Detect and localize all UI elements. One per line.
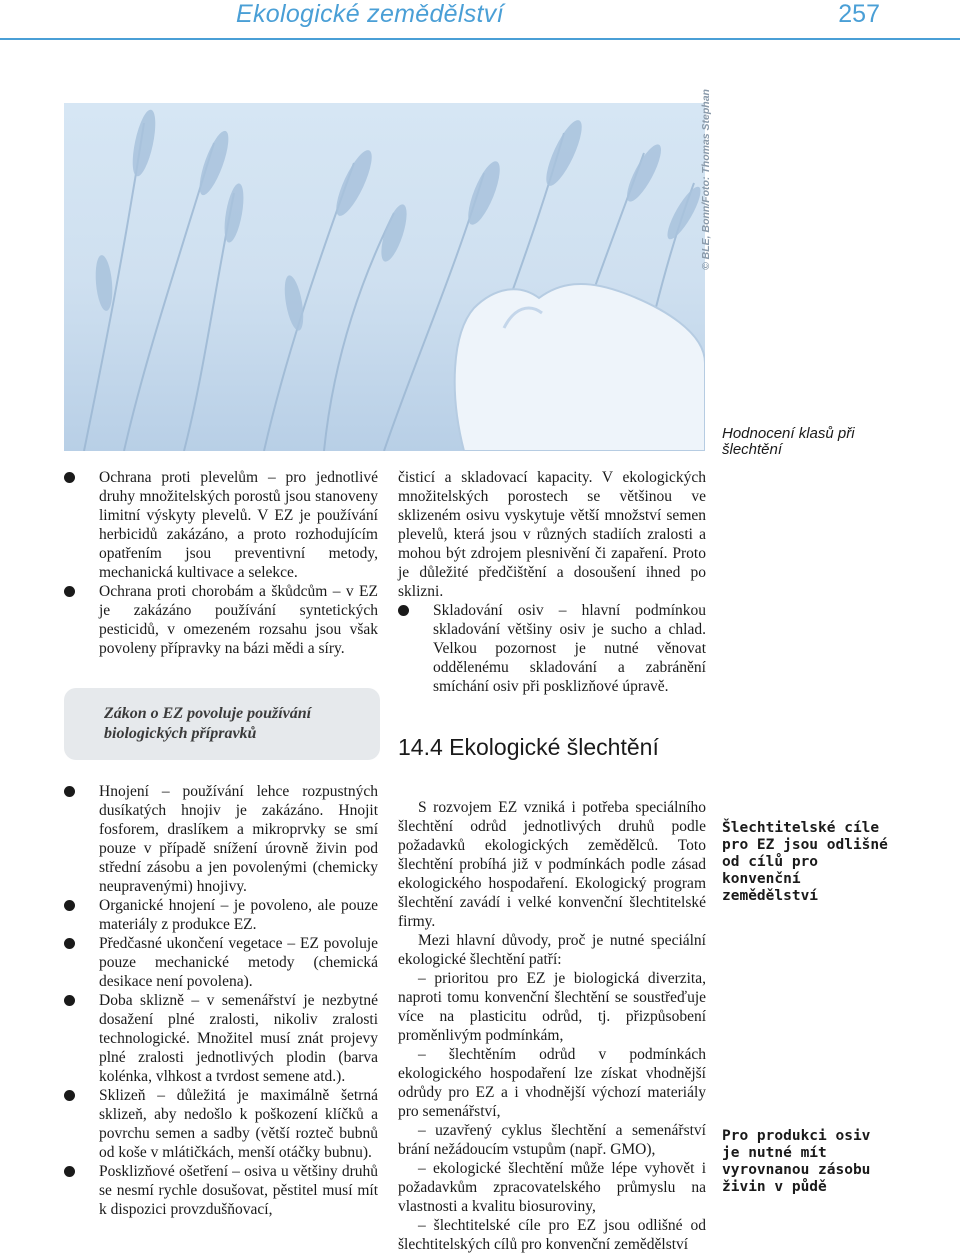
bullet-icon [64, 1166, 75, 1177]
bullet-icon [64, 472, 75, 483]
reason-item: – ekologické šlechtění může lépe vyhovět i požadavkům zpracovatelského průmyslu na vlastnosti a kvalitu biosuroviny, [398, 1160, 706, 1215]
photo-caption: Hodnocení klasů při šlechtění [722, 425, 855, 458]
bullet-icon [64, 1090, 75, 1101]
list-item: Ochrana proti chorobám a škůdcům – v EZ je zakázáno používání syntetických pesticidů, v omezeném rozsahu jsou však povoleny přípravky na bázi mědi a síry. [64, 582, 378, 658]
bullet-icon [398, 605, 409, 616]
bullet-icon [64, 586, 75, 597]
list-item: Skladování osiv – hlavní podmínkou skladování většiny osiv je sucho a chlad. Velkou pozornost je nutné věnovat oddělenému skladování a zabránění smíchání osiv při posklizňové úpravě. [398, 601, 706, 696]
running-header-title: Ekologické zemědělství [236, 0, 504, 28]
bullet-list-right [398, 601, 706, 696]
page-number: 257 [838, 0, 880, 28]
list-item: Posklizňové ošetření – osiva u většiny druhů se nesmí rychle dosušovat, pěstitel musí mít k dispozici provzdušňovací, [64, 1162, 378, 1219]
list-item: Organické hnojení – je povoleno, ale pouze materiály z produkce EZ. [64, 896, 378, 934]
section-title: 14.4 Ekologické šlechtění [398, 734, 659, 760]
list-item: Hnojení – používání lehce rozpustných dusíkatých hnojiv je zakázáno. Hnojit fosforem, draslíkem a mikroprvky se smí pouze v případě snížení úrovně živin pod střední zásobu a jen povolenými (chemicky neupravenými) hnojivy. [64, 782, 378, 896]
callout-text: Zákon o EZ povoluje používání biologických přípravků [104, 705, 312, 742]
right-column-body [398, 798, 706, 1254]
reason-item: – prioritou pro EZ je biologická diverzita, naproti tomu konvenční šlechtění se soustřeďuje více na plasticitu odrůd, tj. přizpůsobení proměnlivým podmínkám, [398, 970, 706, 1044]
right-column-top [398, 468, 706, 696]
wheat-photo [64, 103, 705, 451]
callout-box [64, 688, 380, 760]
margin-note-breeding-goals: Šlechtitelské cíle pro EZ jsou odlišné od cílů pro konvenční zemědělství [722, 820, 888, 904]
paragraph: Mezi hlavní důvody, proč je nutné speciální ekologické šlechtění patří: [398, 932, 706, 968]
bullet-list-bottom [64, 782, 378, 1219]
reason-item: – šlechtěním odrůd v podmínkách ekologického hospodaření lze získat vhodnější odrůdy pro EZ a i vhodnější výchozí materiály pro semenářství, [398, 1046, 706, 1120]
bullet-icon [64, 900, 75, 911]
list-item: Předčasné ukončení vegetace – EZ povoluje pouze mechanické metody (chemická desikace není povolena). [64, 934, 378, 991]
bullet-icon [64, 786, 75, 797]
photo-credit: © BLE, Bonn/Foto: Thomas Stephan [700, 89, 712, 270]
margin-note-nutrients: Pro produkci osiv je nutné mít vyrovnanou zásobu živin v půdě [722, 1128, 871, 1195]
bullet-icon [64, 995, 75, 1006]
continuation-paragraph: čisticí a skladovací kapacity. V ekologických množitelských porostech se většinou ve sklizeném osivu vyskytuje větší množství semen plevelů, která jsou v různých stadiích zralosti a mohou být zdrojem plesnivění či zapaření. Proto je důležité předčištění a dosoušení ihned po sklizni. [398, 469, 706, 600]
left-column-bottom [64, 782, 378, 1219]
list-item: Doba sklizně – v semenářství je nezbytné dosažení plné zralosti, nikoliv zralosti technologické. Množitel musí znát projevy plné zralosti jednotlivých plodin (barva kolénka, vlhkost a tvrdost semene atd.). [64, 991, 378, 1086]
paragraph: S rozvojem EZ vzniká i potřeba speciálního šlechtění odrůd jednotlivých druhů podle požadavků ekologických zemědělců. Toto šlechtění probíhá již v podmínkách podle zásad ekologického hospodaření. Ekologický program šlechtění zavádí i velké konvenční šlechtitelské firmy. [398, 799, 706, 930]
bullet-list-top [64, 468, 378, 658]
list-item: Sklizeň – důležitá je maximálně šetrná sklizeň, aby nedošlo k poškození klíčků a povrchu semen a sadby (větší rozteč bubnů od koše v mlátičkách, menší otáčky bubnu). [64, 1086, 378, 1162]
reason-item: – šlechtitelské cíle pro EZ jsou odlišné od šlechtitelských cílů pro konvenční zemědělství [398, 1217, 706, 1253]
bullet-icon [64, 938, 75, 949]
list-item: Ochrana proti plevelům – pro jednotlivé druhy množitelských porostů jsou stanoveny limitní výskyty plevelů. V EZ je používání herbicidů zakázáno, a proto rozhodujícím opatřením jsou preventivní metody, mechanická kultivace a selekce. [64, 468, 378, 582]
reason-item: – uzavřený cyklus šlechtění a semenářství brání nežádoucím vstupům (např. GMO), [398, 1122, 706, 1158]
header-rule [0, 38, 960, 40]
left-column-top [64, 468, 378, 658]
